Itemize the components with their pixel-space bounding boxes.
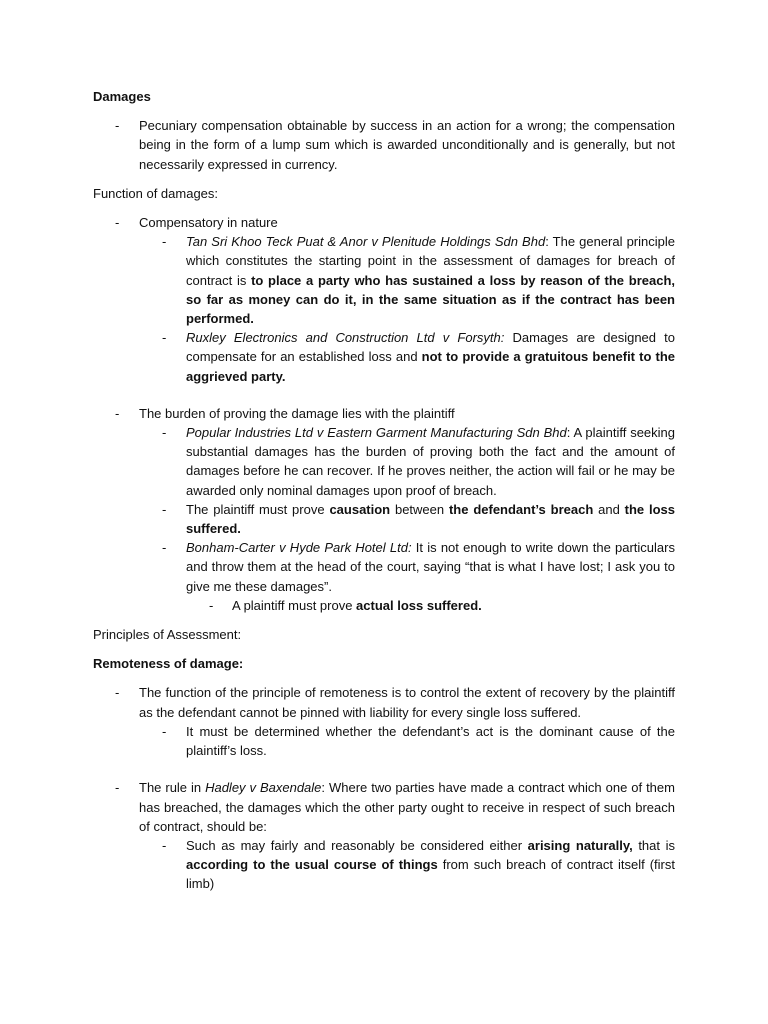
heading-function: Function of damages:	[93, 185, 219, 201]
definition-text: Pecuniary compensation obtainable by success in an action for a wrong; the compensation being in the form of a lump sum which is awarded unconditionally and is generally, but not necessarily expressed in currency.	[139, 118, 675, 172]
ruxley-text: Ruxley Electronics and Construction Ltd v Forsyth: Damages are designed to compensate for an established loss and not to provide a gratuitous benefit to the aggrieved party.	[186, 330, 676, 384]
list-item-popular	[162, 423, 675, 500]
bullet-dash: -	[162, 837, 167, 853]
list-item-causation	[162, 500, 675, 538]
emphasis: not to provide a gratuitous benefit to the aggrieved party.	[186, 349, 675, 384]
dominant-cause-text: It must be determined whether the defendant’s act is the dominant cause of the plaintiff’s loss.	[186, 723, 675, 759]
document-page	[93, 87, 675, 894]
bullet-dash: -	[162, 425, 167, 441]
list-item-hadley	[115, 778, 675, 836]
bullet-dash: -	[162, 501, 167, 517]
remoteness-function-text: The function of the principle of remoteness is to control the extent of recovery by the plaintiff as the defendant cannot be pinned with liability for every single loss suffered.	[139, 685, 675, 720]
bullet-dash: -	[162, 234, 167, 250]
list-item-remoteness-function	[115, 683, 675, 721]
case-name: Ruxley Electronics and Construction Ltd v Forsyth:	[186, 330, 505, 346]
bullet-dash: -	[115, 685, 120, 701]
case-name: Tan Sri Khoo Teck Puat & Anor v Plenitude Holdings Sdn Bhd	[186, 234, 546, 250]
list-item-actual-loss	[209, 596, 675, 615]
list-item-tan-sri	[162, 232, 675, 328]
bullet-dash: -	[162, 540, 167, 556]
list-item-bonham	[162, 538, 675, 596]
list-item-ruxley	[162, 328, 675, 386]
bullet-dash: -	[115, 780, 120, 796]
heading-principles: Principles of Assessment:	[93, 627, 242, 643]
bullet-dash: -	[162, 330, 167, 346]
list-item-burden	[115, 404, 675, 423]
hadley-text: The rule in Hadley v Baxendale: Where two parties have made a contract which one of them has breached, the damages which the other party ought to receive in respect of such breach of contract, should be:	[139, 780, 675, 834]
bullet-dash: -	[115, 405, 120, 421]
case-name: Hadley v Baxendale	[205, 780, 322, 796]
burden-label: The burden of proving the damage lies with the plaintiff	[139, 405, 455, 421]
case-name: Bonham-Carter v Hyde Park Hotel Ltd:	[186, 540, 412, 556]
list-item-compensatory	[115, 213, 675, 232]
bullet-dash: -	[115, 215, 120, 231]
list-item-dominant-cause	[162, 722, 675, 760]
list-item-first-limb	[162, 836, 675, 894]
heading-damages: Damages	[93, 89, 151, 104]
first-limb-text: Such as may fairly and reasonably be considered either arising naturally, that is according to the usual course of things from such breach of contract itself (first limb)	[186, 837, 676, 892]
bonham-text: Bonham-Carter v Hyde Park Hotel Ltd: It is not enough to write down the particulars and throw them at the head of the court, saying “that is what I have lost; I ask you to give me these damages”.	[186, 540, 675, 594]
bullet-dash: -	[209, 597, 214, 613]
tan-sri-text: Tan Sri Khoo Teck Puat & Anor v Plenitude Holdings Sdn Bhd: The general principle which constitutes the starting point in the assessment of damages for breach of contract is to place a party who has sustained a loss by reason of the breach, so far as money can do it, in the same situation as if the contract has been performed.	[186, 234, 675, 327]
actual-loss-text: A plaintiff must prove actual loss suffered.	[232, 597, 482, 613]
popular-text: Popular Industries Ltd v Eastern Garment Manufacturing Sdn Bhd: A plaintiff seeking substantial damages has the burden of proving both the fact and the amount of damages before he can recover. If he proves neither, the action will fail or he may be awarded only nominal damages upon proof of breach.	[186, 425, 676, 498]
list-item-definition	[115, 116, 675, 174]
compensatory-label: Compensatory in nature	[139, 215, 278, 231]
case-name: Popular Industries Ltd v Eastern Garment Manufacturing Sdn Bhd	[186, 425, 567, 441]
heading-remoteness: Remoteness of damage:	[93, 656, 244, 672]
causation-text: The plaintiff must prove causation between the defendant’s breach and the loss suffered.	[186, 501, 676, 537]
bullet-dash: -	[115, 118, 120, 134]
emphasis: to place a party who has sustained a loss by reason of the breach, so far as money can do it, in the same situation as if the contract has been performed.	[186, 272, 675, 327]
bullet-dash: -	[162, 723, 167, 739]
